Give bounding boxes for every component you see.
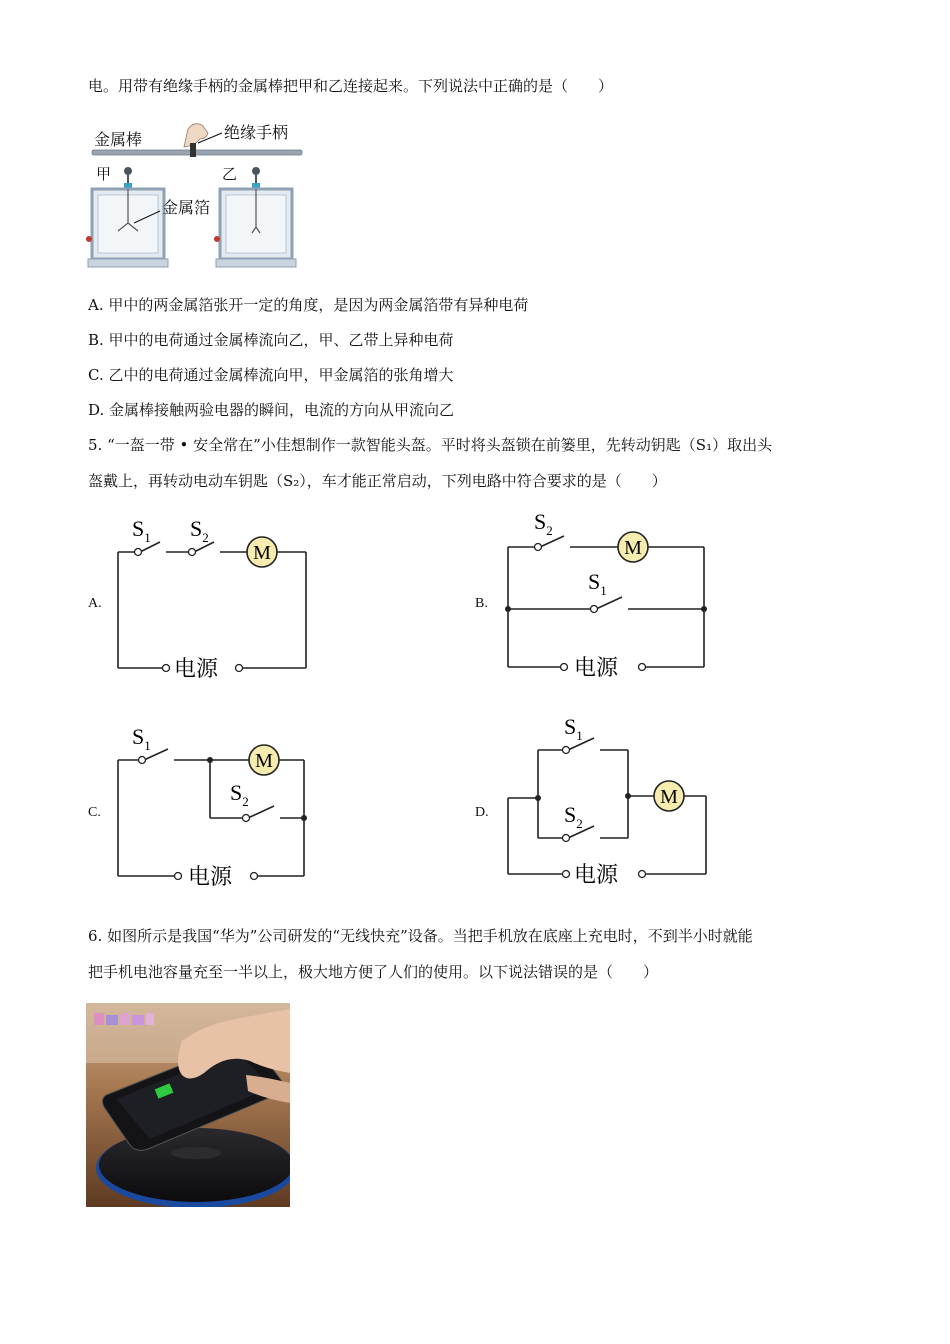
s1-letter: S — [588, 569, 601, 594]
electroscope-figure — [86, 115, 316, 275]
s1-subscript: 1 — [144, 738, 151, 753]
motor-symbol: M — [253, 542, 271, 564]
circuit-a — [110, 510, 320, 685]
s2-letter: S — [564, 802, 577, 827]
power-source-label: 电源 — [574, 862, 619, 887]
switch-s1-label — [564, 714, 583, 743]
motor-symbol: M — [660, 786, 678, 808]
rod-label: 金属棒 — [94, 132, 143, 149]
switch-s2-label — [230, 780, 249, 809]
q5-option-c-label: C. — [88, 805, 101, 820]
s1-letter: S — [132, 724, 145, 749]
s1-subscript: 1 — [144, 530, 151, 545]
q6-line1: 6. 如图所示是我国“华为”公司研发的“无线快充”设备。当把手机放在底座上充电时，不到半小时就能 — [88, 927, 753, 945]
q5-line1: 5. “一盔一带 • 安全常在”小佳想制作一款智能头盔。平时将头盔锁在前篓里，先转动钥匙（S₁）取出头 — [88, 436, 773, 454]
s2-letter: S — [190, 516, 203, 541]
q4-option-a: A. 甲中的两金属箔张开一定的角度，是因为两金属箔带有异种电荷 — [88, 296, 529, 314]
q5-option-a-label: A. — [88, 596, 102, 611]
wireless-charger-photo — [86, 1003, 290, 1207]
motor-symbol: M — [624, 537, 642, 559]
q4-option-b: B. 甲中的电荷通过金属棒流向乙，甲、乙带上异种电荷 — [88, 331, 454, 349]
circuit-d — [500, 710, 715, 890]
s1-letter: S — [132, 516, 145, 541]
q5-option-b-label: B. — [475, 596, 488, 611]
q4-option-c: C. 乙中的电荷通过金属棒流向甲，甲金属箔的张角增大 — [88, 366, 454, 384]
switch-s2-label — [564, 802, 583, 831]
s2-subscript: 2 — [242, 794, 249, 809]
s2-letter: S — [230, 780, 243, 805]
jia-label: 甲 — [96, 167, 112, 183]
power-source-label: 电源 — [174, 656, 219, 681]
s1-subscript: 1 — [576, 728, 583, 743]
yi-label: 乙 — [222, 167, 238, 183]
foil-label: 金属箔 — [162, 200, 211, 217]
q5-line2: 盔戴上，再转动电动车钥匙（S₂），车才能正常启动，下列电路中符合要求的是（ ） — [88, 472, 667, 490]
s1-letter: S — [564, 714, 577, 739]
q6-line2: 把手机电池容量充至一半以上，极大地方便了人们的使用。以下说法错误的是（ ） — [88, 963, 659, 981]
s2-subscript: 2 — [202, 530, 209, 545]
switch-s2-label — [190, 516, 209, 545]
s2-subscript: 2 — [576, 816, 583, 831]
motor-symbol: M — [255, 750, 273, 772]
s2-subscript: 2 — [546, 523, 553, 538]
q5-option-d-label: D. — [475, 805, 489, 820]
switch-s2-label — [534, 509, 553, 538]
circuit-b — [500, 505, 715, 685]
power-source-label: 电源 — [188, 864, 233, 889]
circuit-c — [110, 718, 320, 893]
s1-subscript: 1 — [600, 583, 607, 598]
switch-s1-label — [588, 569, 607, 598]
switch-s1-label — [132, 516, 151, 545]
q4-stem: 电。用带有绝缘手柄的金属棒把甲和乙连接起来。下列说法中正确的是（ ） — [88, 77, 614, 95]
q4-option-d: D. 金属棒接触两验电器的瞬间，电流的方向从甲流向乙 — [88, 401, 455, 419]
power-source-label: 电源 — [574, 655, 619, 680]
s2-letter: S — [534, 509, 547, 534]
handle-label: 绝缘手柄 — [224, 125, 289, 142]
switch-s1-label — [132, 724, 151, 753]
